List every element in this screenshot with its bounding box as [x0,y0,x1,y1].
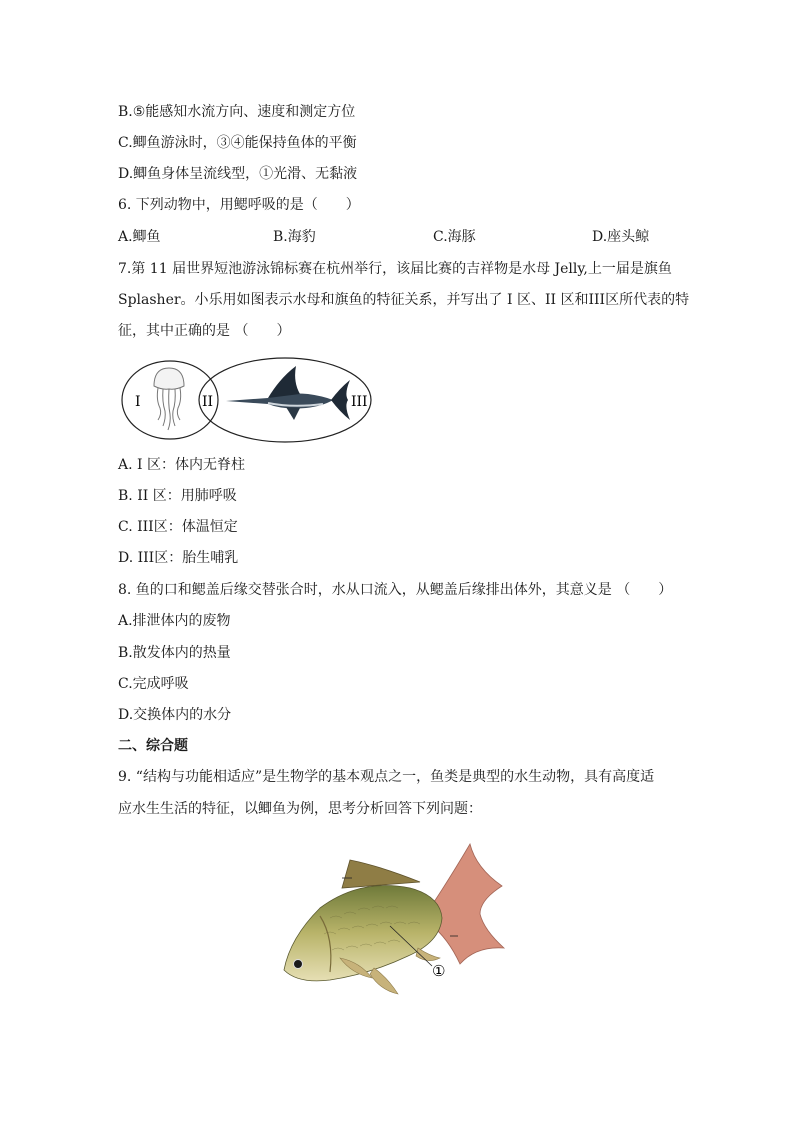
q8-stem: 8. 鱼的口和鳃盖后缘交替张合时，水从口流入，从鳃盖后缘排出体外，其意义是 （ ） [118,582,673,598]
venn-label-2: II [202,394,214,410]
q6-option-b: B.海豹 [273,229,316,245]
q6-option-a: A.鲫鱼 [118,229,161,245]
q7-option-a: A. I 区：体内无脊柱 [118,457,245,473]
q9-stem-line1: 9. “结构与功能相适应”是生物学的基本观点之一，鱼类是典型的水生动物，具有高度适 [118,769,655,785]
q5-option-b: B.⑤能感知水流方向、速度和测定方位 [118,104,356,120]
q6-stem: 6. 下列动物中，用鳃呼吸的是（ ） [118,197,360,213]
q5-option-d: D.鲫鱼身体呈流线型，①光滑、无黏液 [118,166,358,182]
q8-option-d: D.交换体内的水分 [118,707,232,723]
carp-figure [280,838,520,998]
q5-option-c: C.鲫鱼游泳时，③④能保持鱼体的平衡 [118,135,357,151]
sailfish-icon [226,366,350,420]
q9-stem-line2: 应水生生活的特征，以鲫鱼为例，思考分析回答下列问题： [118,801,482,817]
q7-option-c: C. III区：体温恒定 [118,519,238,535]
q8-option-a: A.排泄体内的废物 [118,613,231,629]
q7-option-b: B. II 区：用肺呼吸 [118,488,237,504]
q7-stem-line3: 征，其中正确的是 （ ） [118,323,291,339]
jellyfish-icon [154,368,184,430]
carp-label-1: ① [432,962,446,980]
q7-stem-line1: 7.第 11 届世界短池游泳锦标赛在杭州举行，该届比赛的吉祥物是水母 Jelly,上一届是旗鱼 [118,261,672,277]
section-title: 二、综合题 [118,738,188,754]
q7-option-d: D. III区：胎生哺乳 [118,550,239,566]
q7-stem-line2: Splasher。小乐用如图表示水母和旗鱼的特征关系，并写出了 I 区、II 区和III区所代表的特 [118,292,690,308]
q8-option-c: C.完成呼吸 [118,676,189,692]
venn-label-1: I [135,394,141,410]
q8-option-b: B.散发体内的热量 [118,645,231,661]
venn-diagram [118,356,378,446]
q6-option-c: C.海豚 [433,229,476,245]
venn-label-3: III [351,394,368,410]
q6-option-d: D.座头鲸 [592,229,650,245]
